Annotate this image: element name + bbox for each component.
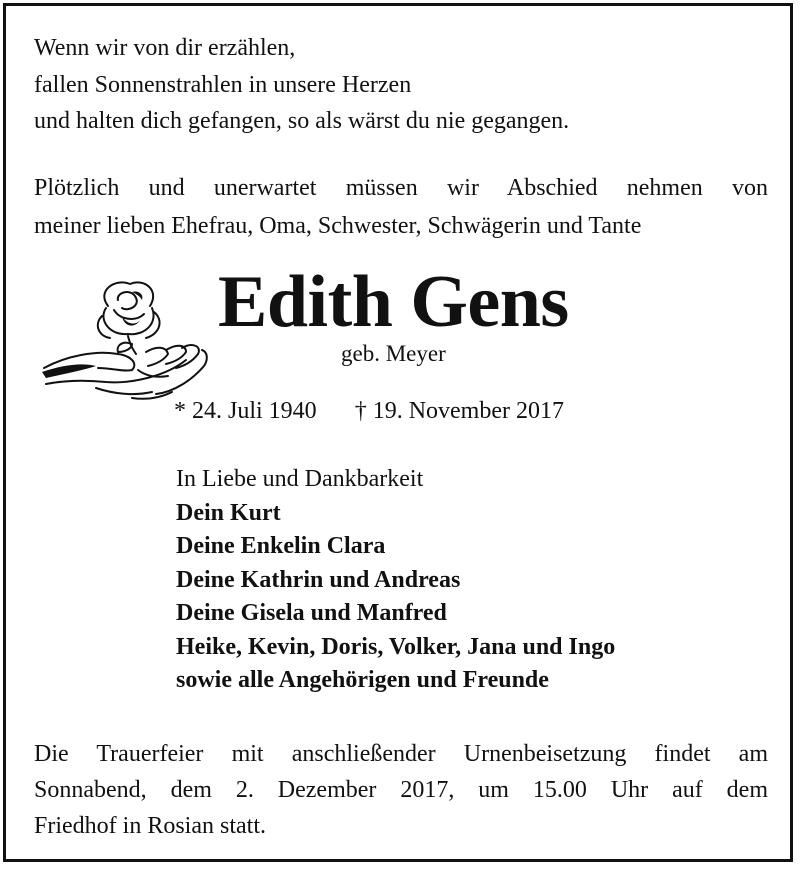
deceased-name: Edith Gens: [218, 261, 569, 343]
announcement-line: meiner lieben Ehefrau, Oma, Schwester, Schwägerin und Tante: [34, 213, 642, 239]
mourners-block: [176, 463, 615, 698]
funeral-notice: [34, 736, 768, 844]
death-date: † 19. November 2017: [354, 398, 564, 424]
poem-line: fallen Sonnenstrahlen in unsere Herzen: [34, 71, 412, 98]
birth-date: * 24. Juli 1940: [174, 398, 317, 424]
funeral-line: Sonnabend, dem 2. Dezember 2017, um 15.00 Uhr auf dem: [34, 777, 768, 803]
life-dates: [174, 395, 564, 427]
mourner-line: Dein Kurt: [176, 499, 281, 526]
mourner-line: sowie alle Angehörigen und Freunde: [176, 667, 549, 693]
obituary-frame: [3, 3, 793, 862]
mourner-line: Heike, Kevin, Doris, Volker, Jana und Ingo: [176, 633, 616, 660]
poem-line: und halten dich gefangen, so als wärst du nie gegangen.: [34, 108, 570, 134]
funeral-line: Friedhof in Rosian statt.: [34, 813, 266, 839]
poem: [34, 30, 569, 140]
mourner-line: Deine Gisela und Manfred: [176, 600, 447, 626]
announcement-text: [34, 169, 768, 245]
mourner-line: Deine Kathrin und Andreas: [176, 566, 461, 593]
mourners-intro: In Liebe und Dankbarkeit: [176, 466, 424, 492]
mourner-line: Deine Enkelin Clara: [176, 533, 386, 559]
announcement-line: Plötzlich und unerwartet müssen wir Abschied nehmen von: [34, 175, 768, 201]
funeral-line: Die Trauerfeier mit anschließender Urnenbeisetzung findet am: [34, 741, 768, 767]
poem-line: Wenn wir von dir erzählen,: [34, 35, 296, 61]
maiden-name: geb. Meyer: [341, 341, 446, 366]
